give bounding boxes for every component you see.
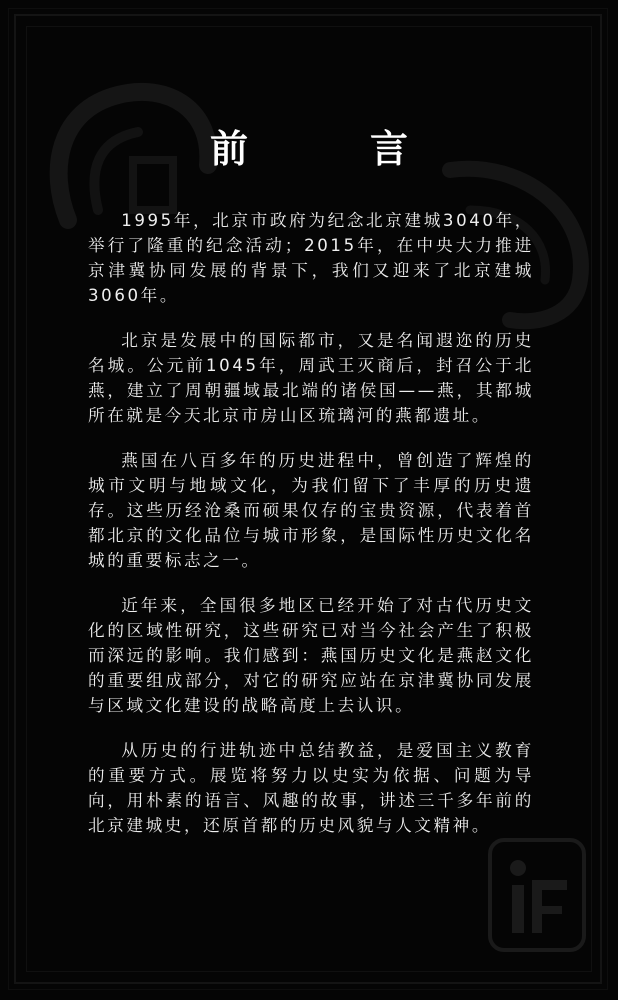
paragraph-2: 北京是发展中的国际都市，又是名闻遐迩的历史名城。公元前1045年，周武王灭商后，封召公于北燕，建立了周朝疆域最北端的诸侯国——燕，其都城所在就是今天北京市房山区琉璃河的燕都遗址。 — [88, 331, 534, 425]
paragraph-3: 燕国在八百多年的历史进程中，曾创造了辉煌的城市文明与地域文化，为我们留下了丰厚的历史遗存。这些历经沧桑而硕果仅存的宝贵资源，代表着首都北京的文化品位与城市形象，是国际性历史文化名城的重要标志之一。 — [88, 451, 534, 570]
paragraph-4: 近年来，全国很多地区已经开始了对古代历史文化的区域性研究，这些研究已对当今社会产生了积极而深远的影响。我们感到：燕国历史文化是燕赵文化的重要组成部分，对它的研究应站在京津冀协同发展与区域文化建设的战略高度上去认识。 — [88, 596, 534, 715]
paragraph-1: 1995年，北京市政府为纪念北京建城3040年，举行了隆重的纪念活动；2015年，在中央大力推进京津冀协同发展的背景下，我们又迎来了北京建城3060年。 — [88, 211, 534, 305]
preface-body — [88, 208, 534, 858]
paragraph-5: 从历史的行进轨迹中总结教益，是爱国主义教育的重要方式。展览将努力以史实为依据、问题为导向，用朴素的语言、风趣的故事，讲述三千多年前的北京建城史，还原首都的历史风貌与人文精神。 — [88, 741, 534, 835]
page-title: 前 言 — [209, 126, 450, 171]
